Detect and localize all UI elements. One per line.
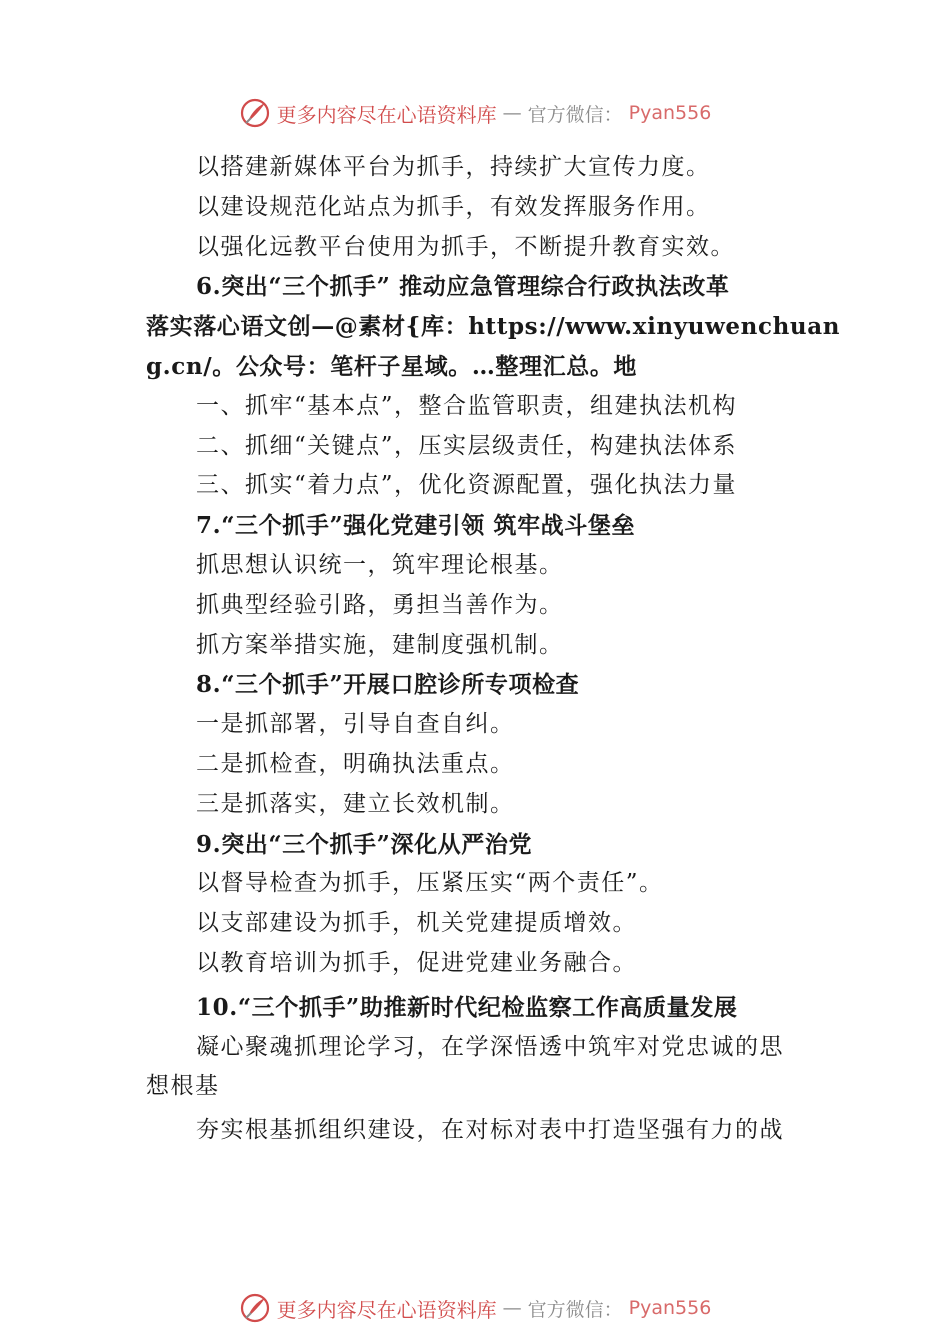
body-line: 三是抓落实，建立长效机制。 (196, 790, 515, 817)
body-line: 一、抓牢“基本点”，整合监管职责，组建执法机构 (196, 392, 738, 419)
body-line: 抓典型经验引路，勇担当善作为。 (196, 591, 564, 618)
body-line: 三、抓实“着力点”，优化资源配置，强化执法力量 (196, 472, 738, 499)
section-heading-8: 8.“三个抓手”开展口腔诊所专项检查 (196, 671, 580, 699)
body-line: 以支部建设为抓手，机关党建提质增效。 (196, 910, 637, 937)
body-line: 二是抓检查，明确执法重点。 (196, 750, 515, 777)
body-line: 以搭建新媒体平台为抓手，持续扩大宣传力度。 (196, 154, 711, 180)
body-line: 二、抓细“关键点”，压实层级责任，构建执法体系 (196, 432, 738, 459)
body-line: 以强化远教平台使用为抓手，不断提升教育实效。 (196, 233, 735, 260)
body-line: 凝心聚魂抓理论学习，在学深悟透中筑牢对党忠诚的思 (196, 1033, 784, 1060)
section-heading-7: 7.“三个抓手”强化党建引领 筑牢战斗堡垒 (196, 512, 636, 540)
body-line: 想根基 (146, 1073, 220, 1100)
body-line: 抓思想认识统一，筑牢理论根基。 (196, 551, 564, 578)
watermark-id: Pyan556 (628, 1297, 712, 1319)
section-heading-6: 6.突出“三个抓手” 推动应急管理综合行政执法改革 (196, 273, 730, 301)
quill-logo-icon (239, 97, 271, 129)
body-line: 以教育培训为抓手，促进党建业务融合。 (196, 949, 637, 976)
quill-logo-icon (239, 1292, 271, 1324)
section-heading-6-cont: g.cn/。公众号：笔杆子星域。…整理汇总。地 (146, 352, 638, 380)
document-body (146, 148, 841, 1151)
watermark-dash: — (502, 102, 522, 124)
section-heading-6-cont: 落实落心语文创—@素材{库：https://www.xinyuwenchuan (146, 313, 841, 341)
watermark-main-text: 更多内容尽在心语资料库 (276, 102, 497, 127)
body-line: 夯实根基抓组织建设，在对标对表中打造坚强有力的战 (196, 1117, 784, 1144)
section-heading-9: 9.突出“三个抓手”深化从严治党 (196, 830, 533, 858)
body-line: 以建设规范化站点为抓手，有效发挥服务作用。 (196, 193, 711, 220)
watermark-id: Pyan556 (628, 102, 712, 124)
footer-watermark (0, 1292, 950, 1324)
body-line: 抓方案举措实施，建制度强机制。 (196, 631, 564, 658)
watermark-side-text: 官方微信： (527, 103, 623, 126)
section-heading-10: 10.“三个抓手”助推新时代纪检监察工作高质量发展 (196, 993, 738, 1021)
body-line: 以督导检查为抓手，压紧压实“两个责任”。 (196, 870, 664, 897)
watermark-main-text: 更多内容尽在心语资料库 (276, 1297, 497, 1322)
watermark-side-text: 官方微信： (527, 1298, 623, 1321)
header-watermark (0, 97, 950, 129)
watermark-dash: — (502, 1297, 522, 1319)
body-line: 一是抓部署，引导自查自纠。 (196, 711, 515, 738)
